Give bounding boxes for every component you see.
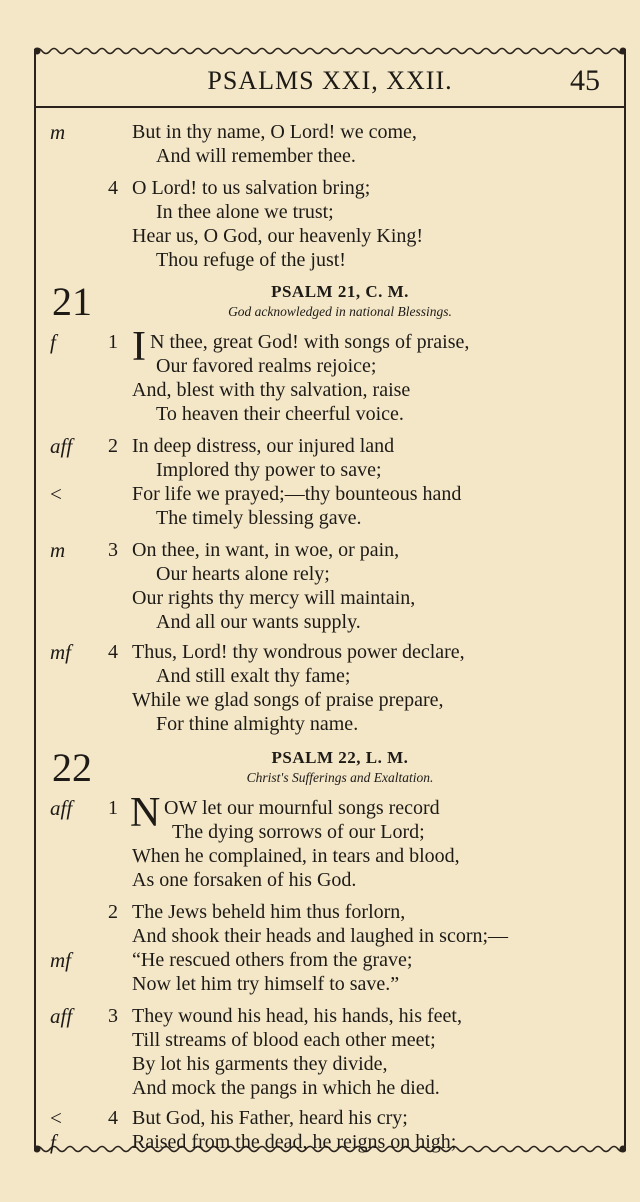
verse-line: And will remember thee. (156, 145, 356, 167)
verse-line: Our hearts alone rely; (156, 563, 330, 585)
verse-number: 3 (108, 1005, 118, 1027)
psalm-subtitle: God acknowledged in national Blessings. (228, 304, 452, 319)
verse-line: N thee, great God! with songs of praise, (150, 331, 470, 353)
verse-number: 3 (108, 539, 118, 561)
verse-line: Our favored realms rejoice; (156, 355, 377, 377)
verse-line: On thee, in want, in woe, or pain, (132, 539, 400, 561)
verse-number: 1 (108, 797, 118, 819)
verse-number: 1 (108, 331, 118, 353)
verse-number: 4 (108, 177, 118, 199)
verse-line: For life we prayed;—thy bounteous hand (132, 483, 462, 505)
verse-line: By lot his garments they divide, (132, 1053, 388, 1075)
verse-line: O Lord! to us salvation bring; (132, 177, 371, 199)
dynamic-mark: mf (50, 948, 71, 972)
dynamic-mark: aff (50, 1004, 73, 1028)
dynamic-mark: f (50, 1130, 56, 1154)
verse-line: But in thy name, O Lord! we come, (132, 121, 417, 143)
page-number: 45 (570, 64, 600, 97)
dynamic-mark: f (50, 330, 56, 354)
verse-line: Thus, Lord! thy wondrous power declare, (132, 641, 465, 663)
verse-line: For thine almighty name. (156, 713, 359, 735)
verse-line: When he complained, in tears and blood, (132, 845, 460, 867)
psalm-title: PSALM 22, L. M. (271, 748, 409, 767)
verse-line: While we glad songs of praise prepare, (132, 689, 444, 711)
verse-line: Hear us, O God, our heavenly King! (132, 225, 424, 247)
dynamic-mark: aff (50, 434, 73, 458)
drop-cap: I (132, 324, 146, 370)
verse-line: As one forsaken of his God. (132, 869, 357, 891)
verse-line: Till streams of blood each other meet; (132, 1029, 436, 1051)
verse-line: Now let him try himself to save.” (132, 973, 400, 995)
psalm-title: PSALM 21, C. M. (271, 282, 409, 301)
verse-number: 2 (108, 435, 118, 457)
verse-line: OW let our mournful songs record (164, 797, 440, 819)
verse-number: 4 (108, 641, 118, 663)
verse-number: 4 (108, 1107, 118, 1129)
verse-line: They wound his head, his hands, his feet, (132, 1005, 462, 1027)
psalm-subtitle: Christ's Sufferings and Exaltation. (246, 770, 434, 785)
psalm-number: 22 (52, 745, 92, 790)
dynamic-mark: mf (50, 640, 71, 664)
crescendo-mark: < (50, 482, 62, 506)
verse-line: Our rights thy mercy will maintain, (132, 587, 416, 609)
verse-number: 2 (108, 901, 118, 923)
verse-line: And mock the pangs in which he died. (132, 1077, 440, 1099)
verse-line: The dying sorrows of our Lord; (172, 821, 425, 843)
verse-line: The Jews beheld him thus forlorn, (132, 901, 406, 923)
verse-line: In deep distress, our injured land (132, 435, 395, 457)
dynamic-mark: m (50, 120, 66, 144)
verse-line: And all our wants supply. (156, 611, 361, 633)
verse-line: Thou refuge of the just! (156, 249, 346, 271)
verse-line: And still exalt thy fame; (156, 665, 351, 687)
verse-line: In thee alone we trust; (156, 201, 334, 223)
verse-line: To heaven their cheerful voice. (156, 403, 404, 425)
running-title: PSALMS XXI, XXII. (207, 66, 453, 95)
psalm-number: 21 (52, 279, 92, 324)
verse-line: “He rescued others from the grave; (132, 949, 413, 971)
crescendo-mark: < (50, 1106, 62, 1130)
verse-line: And, blest with thy salvation, raise (132, 379, 411, 401)
dynamic-mark: aff (50, 796, 73, 820)
verse-line: And shook their heads and laughed in scorn;— (132, 925, 509, 947)
verse-line: Raised from the dead, he reigns on high; (132, 1131, 457, 1153)
verse-line: The timely blessing gave. (156, 507, 362, 529)
dynamic-mark: m (50, 538, 66, 562)
verse-line: Implored thy power to save; (156, 459, 382, 481)
drop-cap: N (130, 790, 161, 836)
verse-line: But God, his Father, heard his cry; (132, 1107, 408, 1129)
